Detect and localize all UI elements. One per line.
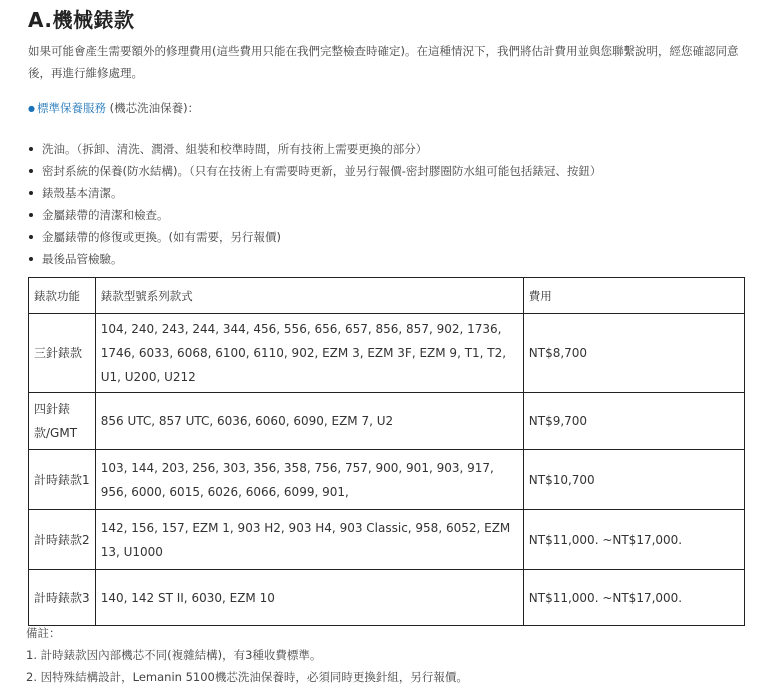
list-item: 錶殼基本清潔。 xyxy=(42,182,601,204)
cell-function: 計時錶款2 xyxy=(29,510,96,570)
list-item: 最後品管檢驗。 xyxy=(42,248,601,270)
table-row xyxy=(29,450,745,510)
cell-function: 計時錶款3 xyxy=(29,570,96,626)
table-row xyxy=(29,314,745,393)
list-item: 金屬錶帶的修復或更換。(如有需要，另行報價) xyxy=(42,226,601,248)
table-row xyxy=(29,393,745,450)
cell-price: NT$9,700 xyxy=(523,393,744,450)
note-line: 2. 因特殊結構設計，Lemanin 5100機芯洗油保養時，必須同時更換針組，另行報價。 xyxy=(26,670,468,684)
cell-models: 856 UTC, 857 UTC, 6036, 6060, 6090, EZM 7, U2 xyxy=(95,393,523,450)
table-header-row xyxy=(29,278,745,314)
service-items-list xyxy=(28,138,601,270)
intro-paragraph: 如果可能會產生需要額外的修理費用(這些費用只能在我們完整檢查時確定)。在這種情況下，我們將估計費用並與您聯繫說明，經您確認同意後，再進行維修處理。 xyxy=(28,44,739,80)
cell-function: 四針錶款/GMT xyxy=(29,393,96,450)
cell-models: 103, 144, 203, 256, 303, 356, 358, 756, 757, 900, 901, 903, 917, 956, 6000, 6015, 6026, 6066, 6099, 901, xyxy=(95,450,523,510)
page-title: A.機械錶款 xyxy=(28,8,135,32)
price-table xyxy=(28,277,745,626)
cell-price: NT$8,700 xyxy=(523,314,744,393)
list-item: 洗油。（拆卸、清洗、潤滑、組裝和校準時間，所有技術上需要更換的部分） xyxy=(42,138,601,160)
service-heading xyxy=(28,100,199,116)
service-subtitle: (機芯洗油保養)： xyxy=(105,101,200,115)
cell-price: NT$11,000. ~NT$17,000. xyxy=(523,570,744,626)
cell-models: 104, 240, 243, 244, 344, 456, 556, 656, 657, 856, 857, 902, 1736, 1746, 6033, 6068, 6100, 6110, 902, EZM 3, EZM 3F, EZM 9, T1, T2, U1, U200, U212 xyxy=(95,314,523,393)
table-row xyxy=(29,510,745,570)
header-function: 錶款功能 xyxy=(29,278,96,314)
cell-models: 140, 142 ST II, 6030, EZM 10 xyxy=(95,570,523,626)
cell-price: NT$10,700 xyxy=(523,450,744,510)
cell-function: 計時錶款1 xyxy=(29,450,96,510)
bullet-dot-icon: ● xyxy=(28,104,35,113)
list-item: 金屬錶帶的清潔和檢查。 xyxy=(42,204,601,226)
cell-price: NT$11,000. ~NT$17,000. xyxy=(523,510,744,570)
cell-function: 三針錶款 xyxy=(29,314,96,393)
list-item: 密封系統的保養(防水結構)。（只有在技術上有需要時更新，並另行報價-密封膠圈防水組可能包括錶冠、按鈕） xyxy=(42,160,601,182)
note-line: 1. 計時錶款因內部機芯不同(複雜結構)，有3種收費標準。 xyxy=(26,648,322,662)
notes-heading: 備註： xyxy=(26,626,61,640)
header-models: 錶款型號系列款式 xyxy=(95,278,523,314)
header-price: 費用 xyxy=(523,278,744,314)
table-row xyxy=(29,570,745,626)
standard-service-link[interactable]: 標準保養服務 xyxy=(36,101,106,115)
cell-models: 142, 156, 157, EZM 1, 903 H2, 903 H4, 903 Classic, 958, 6052, EZM 13, U1000 xyxy=(95,510,523,570)
notes-section xyxy=(26,622,468,688)
